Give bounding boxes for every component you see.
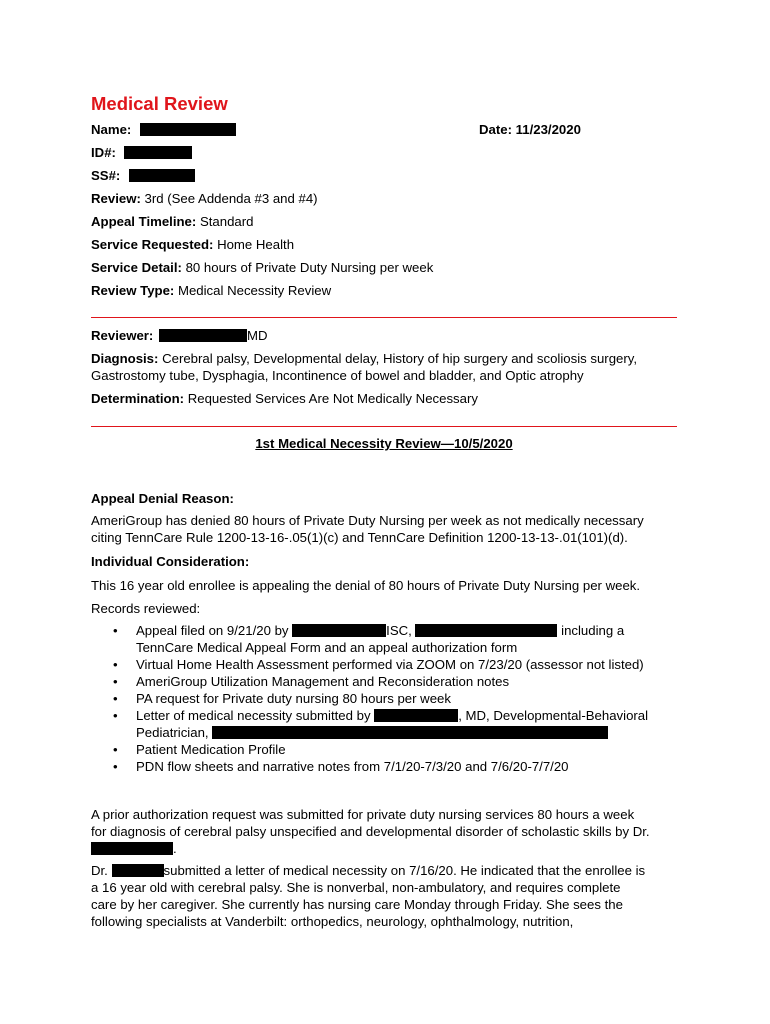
reviewer-suffix: MD <box>246 328 268 343</box>
detail-row <box>91 259 433 276</box>
para-text: submitted a letter of medical necessity on 7/16/20. He indicated that the enrollee is <box>163 863 646 878</box>
consideration-heading: Individual Consideration: <box>91 554 250 569</box>
determination-value: Requested Services Are Not Medically Necessary <box>184 391 478 406</box>
redacted-practice <box>212 726 608 739</box>
service-row <box>91 236 294 253</box>
reviewer-label: Reviewer: <box>91 328 154 343</box>
determination-row <box>91 390 478 407</box>
timeline-label: Appeal Timeline: <box>91 214 197 229</box>
redacted-doctor <box>91 842 173 855</box>
detail-value: 80 hours of Private Duty Nursing per week <box>181 260 434 275</box>
list-item: • PDN flow sheets and narrative notes from 7/1/20-7/3/20 and 7/6/20-7/7/20 <box>113 759 569 774</box>
diagnosis-text-1: Cerebral palsy, Developmental delay, History of hip surgery and scoliosis surgery, <box>158 351 638 366</box>
diagnosis-label: Diagnosis: <box>91 351 159 366</box>
list-item: • Patient Medication Profile <box>113 742 286 757</box>
record-text: Pediatrician, <box>136 725 213 740</box>
ss-label: SS#: <box>91 168 121 183</box>
record-text: AmeriGroup Utilization Management and Reconsideration notes <box>136 674 510 689</box>
redacted-filer <box>292 624 386 637</box>
list-item-continued: TennCare Medical Appeal Form and an appeal authorization form <box>136 640 518 655</box>
record-text: , MD, Developmental-Behavioral <box>458 708 649 723</box>
list-item: • Letter of medical necessity submitted by , MD, Developmental-Behavioral <box>113 708 649 723</box>
para1-line-2: for diagnosis of cerebral palsy unspecified and developmental disorder of scholastic skills by Dr. <box>91 824 650 839</box>
redacted-doctor-2 <box>112 864 164 877</box>
detail-label: Service Detail: <box>91 260 182 275</box>
type-label: Review Type: <box>91 283 175 298</box>
review-label: Review: <box>91 191 141 206</box>
list-item: • AmeriGroup Utilization Management and Reconsideration notes <box>113 674 510 689</box>
id-label: ID#: <box>91 145 116 160</box>
review-value: 3rd (See Addenda #3 and #4) <box>140 191 318 206</box>
review-row <box>91 190 318 207</box>
records-label: Records reviewed: <box>91 601 201 616</box>
record-text: Patient Medication Profile <box>136 742 286 757</box>
page-title: Medical Review <box>91 93 228 114</box>
service-label: Service Requested: <box>91 237 214 252</box>
record-text: ISC, <box>386 623 416 638</box>
para2-line-1 <box>91 862 645 879</box>
redacted-id <box>124 146 192 159</box>
redacted-ss <box>129 169 195 182</box>
para2-line-3: care by her caregiver. She currently has nursing care Monday through Friday. She sees the <box>91 897 623 912</box>
records-list <box>91 622 691 775</box>
name-row <box>91 121 236 138</box>
diagnosis-line-2: Gastrostomy tube, Dysphagia, Incontinence of bowel and bladder, and Optic atrophy <box>91 368 584 383</box>
redacted-physician <box>374 709 458 722</box>
divider-red-2 <box>91 426 677 427</box>
reviewer-row <box>91 327 268 344</box>
review-date: Date: 11/23/2020 <box>479 122 581 137</box>
redacted-name <box>140 123 236 136</box>
list-item: • PA request for Private duty nursing 80 hours per week <box>113 691 451 706</box>
consideration-text: This 16 year old enrollee is appealing the denial of 80 hours of Private Duty Nursing per week. <box>91 578 641 593</box>
record-text: including a <box>557 623 625 638</box>
service-value: Home Health <box>213 237 295 252</box>
record-text: Letter of medical necessity submitted by <box>136 708 375 723</box>
section-heading: 1st Medical Necessity Review—10/5/2020 <box>255 436 513 451</box>
type-value: Medical Necessity Review <box>174 283 332 298</box>
para1-line-3 <box>91 840 177 857</box>
list-item-continued <box>91 724 691 741</box>
timeline-value: Standard <box>196 214 254 229</box>
redacted-reviewer <box>159 329 247 342</box>
timeline-row <box>91 213 253 230</box>
denial-line-1: AmeriGroup has denied 80 hours of Private Duty Nursing per week as not medically necessary <box>91 513 644 528</box>
divider-red <box>91 317 677 318</box>
redacted-org <box>415 624 557 637</box>
denial-line-2: citing TennCare Rule 1200-13-16-.05(1)(c) and TennCare Definition 1200-13-13-.01(101)(d). <box>91 530 628 545</box>
diagnosis-line-1 <box>91 350 637 367</box>
name-label: Name: <box>91 122 132 137</box>
list-item: • Appeal filed on 9/21/20 by ISC, including a <box>113 623 625 638</box>
para2-line-4: following specialists at Vanderbilt: orthopedics, neurology, ophthalmology, nutrition, <box>91 914 574 929</box>
para2-line-2: a 16 year old with cerebral palsy. She is nonverbal, non-ambulatory, and requires complete <box>91 880 621 895</box>
denial-heading: Appeal Denial Reason: <box>91 491 234 506</box>
para-text: . <box>173 841 177 856</box>
para-text: Dr. <box>91 863 112 878</box>
record-text: Appeal filed on 9/21/20 by <box>136 623 293 638</box>
para1-line-1: A prior authorization request was submitted for private duty nursing services 80 hours a week <box>91 807 635 822</box>
determination-label: Determination: <box>91 391 185 406</box>
type-row <box>91 282 331 299</box>
record-text: PDN flow sheets and narrative notes from 7/1/20-7/3/20 and 7/6/20-7/7/20 <box>136 759 569 774</box>
ss-row <box>91 167 195 184</box>
record-text: PA request for Private duty nursing 80 hours per week <box>136 691 451 706</box>
id-row <box>91 144 192 161</box>
list-item: • Virtual Home Health Assessment performed via ZOOM on 7/23/20 (assessor not listed) <box>113 657 644 672</box>
record-text: Virtual Home Health Assessment performed via ZOOM on 7/23/20 (assessor not listed) <box>136 657 644 672</box>
